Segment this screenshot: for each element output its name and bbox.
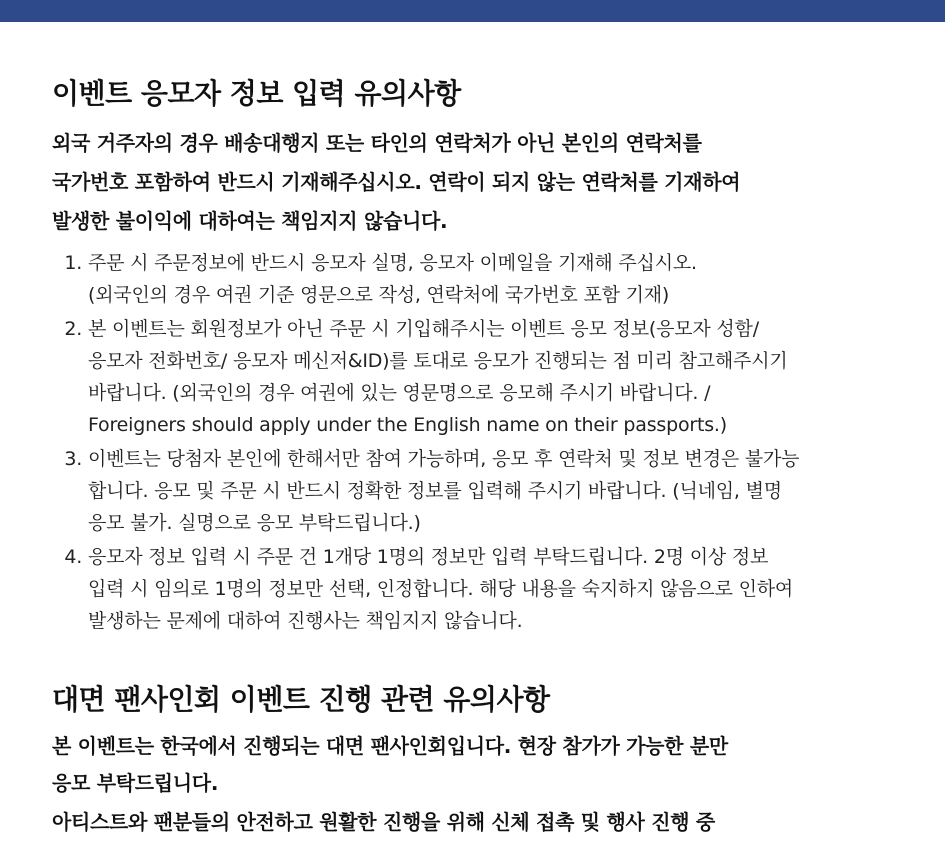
notice-paragraph (52, 124, 922, 241)
section-title: 이벤트 응모자 정보 입력 유의사항 (52, 77, 461, 110)
rule-line: 바랍니다. (외국인의 경우 여권에 있는 영문명으로 응모해 주시기 바랍니다. / (88, 382, 711, 404)
notice-line: 발생한 불이익에 대하여는 책임지지 않습니다. (52, 209, 448, 233)
rules-list (52, 247, 922, 637)
rule-line: Foreigners should apply under the English name on their passports.) (88, 414, 727, 436)
rule-line: 발생하는 문제에 대하여 진행사는 책임지지 않습니다. (88, 610, 523, 632)
rule-line: 입력 시 임의로 1명의 정보만 선택, 인정합니다. 해당 내용을 숙지하지 않음으로 인하여 (88, 578, 794, 600)
notice-line: 본 이벤트는 한국에서 진행되는 대면 팬사인회입니다. 현장 참가가 가능한 분만 (52, 734, 728, 758)
rule-line: 4. 응모자 정보 입력 시 주문 건 1개당 1명의 정보만 입력 부탁드립니다. 2명 이상 정보 (88, 546, 769, 568)
rule-item (88, 247, 922, 311)
section-title: 대면 팬사인회 이벤트 진행 관련 유의사항 (52, 683, 550, 716)
rule-item (88, 443, 922, 539)
rule-line: 합니다. 응모 및 주문 시 반드시 정확한 정보를 입력해 주시기 바랍니다. (닉네임, 별명 (88, 480, 782, 502)
rule-line: 응모자 전화번호/ 응모자 메신저&ID)를 토대로 응모가 진행되는 점 미리 참고해주시기 (88, 350, 788, 372)
notice-line: 국가번호 포함하여 반드시 기재해주십시오. 연락이 되지 않는 연락처를 기재하여 (52, 170, 741, 194)
rule-item (88, 313, 922, 441)
section-entry-info-notice (52, 70, 922, 639)
notice-paragraph (52, 728, 922, 802)
rule-line: 2. 본 이벤트는 회원정보가 아닌 주문 시 기입해주시는 이벤트 응모 정보(응모자 성함/ (88, 318, 759, 340)
notice-line: 응모 부탁드립니다. (52, 771, 219, 795)
rule-line: 응모 불가. 실명으로 응모 부탁드립니다.) (88, 512, 421, 534)
rule-line: (외국인의 경우 여권 기준 영문으로 작성, 연락처에 국가번호 포함 기재) (88, 284, 670, 306)
section-fansign-notice (52, 676, 922, 841)
rule-line: 3. 이벤트는 당첨자 본인에 한해서만 참여 가능하며, 응모 후 연락처 및 정보 변경은 불가능 (88, 448, 800, 470)
rule-line: 1. 주문 시 주문정보에 반드시 응모자 실명, 응모자 이메일을 기재해 주십시오. (88, 252, 697, 274)
rule-item (88, 541, 922, 637)
notice-paragraph (52, 804, 922, 841)
top-header-bar (0, 0, 945, 22)
notice-line: 외국 거주자의 경우 배송대행지 또는 타인의 연락처가 아닌 본인의 연락처를 (52, 131, 702, 155)
notice-line: 아티스트와 팬분들의 안전하고 원활한 진행을 위해 신체 접촉 및 행사 진행 중 (52, 810, 715, 834)
